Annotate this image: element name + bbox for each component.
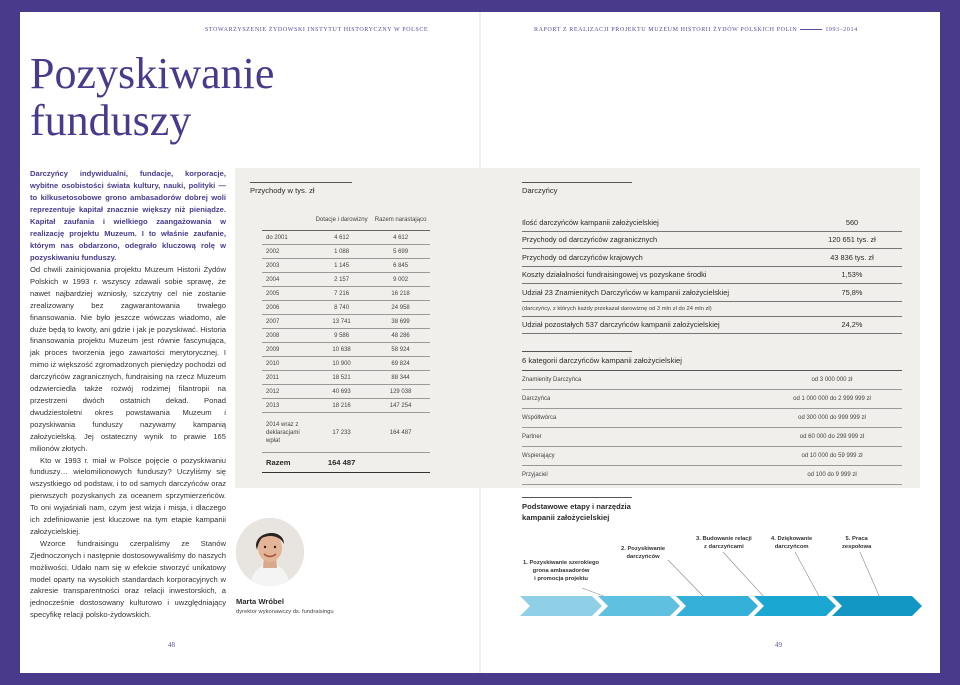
revenue-cell-year: 2005 xyxy=(262,287,312,301)
revenue-total-label: Razem xyxy=(262,453,312,473)
revenue-cell-dotacje: 10 638 xyxy=(312,343,371,357)
category-row xyxy=(522,390,902,409)
revenue-cell-year: 2003 xyxy=(262,259,312,273)
category-range: od 10 000 do 59 999 zł xyxy=(801,453,863,459)
revenue-row xyxy=(262,315,430,329)
portrait-image xyxy=(236,518,304,586)
page-number-left: 48 xyxy=(168,641,175,649)
category-name: Wspierający xyxy=(522,453,555,459)
revenue-row xyxy=(262,287,430,301)
revenue-cell-year: 2002 xyxy=(262,245,312,259)
revenue-row xyxy=(262,301,430,315)
revenue-cell-year: 2013 xyxy=(262,399,312,413)
page-number-right: 49 xyxy=(775,641,782,649)
category-row xyxy=(522,409,902,428)
categories-list xyxy=(522,370,902,485)
stage-label-line: zespołowa xyxy=(842,544,872,550)
category-name: Współtwórca xyxy=(522,415,557,421)
running-head-right xyxy=(534,27,858,33)
stat-label: Koszty działalności fundraisingowej vs pozyskane środki xyxy=(522,270,707,280)
stat-note: (darczyńcy, z których każdy przekazał darowiznę od 3 mln zł do 24 mln zł) xyxy=(522,302,902,317)
category-name: Darczyńca xyxy=(522,396,551,402)
stage-label-line: darczyńcom xyxy=(774,544,809,550)
stat-row xyxy=(522,317,902,335)
stat-label: Przychody od darczyńców zagranicznych xyxy=(522,235,658,245)
category-name: Przyjaciel xyxy=(522,472,548,478)
page-title-line1: Pozyskiwanie xyxy=(30,49,275,98)
person-photo xyxy=(236,518,304,586)
revenue-cell-year: 2014 wraz z deklaracjami wpłat xyxy=(262,413,312,453)
revenue-cell-dotacje: 1 088 xyxy=(312,245,371,259)
donor-stats xyxy=(522,214,902,334)
stage-arrow-1 xyxy=(520,596,602,616)
revenue-row xyxy=(262,245,430,259)
col-razem-header: Razem narastająco xyxy=(371,214,430,231)
category-row xyxy=(522,371,902,390)
category-range: od 60 000 do 299 999 zł xyxy=(799,434,865,440)
revenue-title: Przychody w tys. zł xyxy=(250,186,315,195)
category-range: od 100 do 9 999 zł xyxy=(807,472,857,478)
revenue-cell-razem: 24 958 xyxy=(371,301,430,315)
revenue-row xyxy=(262,259,430,273)
revenue-row xyxy=(262,343,430,357)
body-text xyxy=(30,264,226,621)
revenue-cell-dotacje: 17 233 xyxy=(312,413,371,453)
revenue-table xyxy=(262,214,430,473)
body-paragraph: Od chwili zainicjowania projektu Muzeum Historii Żydów Polskich w 1993 r. wszyscy zdawali sobie sprawę, że nawet najbardziej wzniosły, szczytny cel nie zostanie zrealizowany bez zagwarantowania trwałego finansowania. Nie było jeszcze wówczas wiadomo, ale duże będą to kwoty, ani gdzie i jak je pozyskiwać. Historia finansowania projektu Muzeum jest równie fascynująca, jak proces tworzenia jego zawartości merytorycznej. I mimo iż większość zgromadzonych pieniędzy pochodzi od darczyńców zagranicznych, fundraising na rzecz Muzeum odzwierciedla także rozwój rodzimej filantropii na przestrzeni dwóch ostatnich dekad. Ponad dwudziestoletni okres powstawania Muzeum i pozyskiwania funduszy nazywamy kampanią założycielską. Jej ostateczny wynik to prawie 165 milionów złotych. xyxy=(30,265,226,453)
stages-title: Podstawowe etapy i narzędzia kampanii założycielskiej xyxy=(522,502,631,522)
stage-label-line: i promocja projektu xyxy=(534,576,588,582)
stage-arrow-2 xyxy=(598,596,680,616)
stat-label: Udział pozostałych 537 darczyńców kampanii założycielskiej xyxy=(522,320,720,330)
stage-arrow-4 xyxy=(754,596,836,616)
person-name: Marta Wróbel xyxy=(236,597,284,606)
col-dotacje-header: Dotacje i darowizny xyxy=(312,214,371,231)
revenue-cell-dotacje: 18 521 xyxy=(312,371,371,385)
lead-paragraph: Darczyńcy indywidualni, fundacje, korporacje, wybitne osobistości świata kultury, nauki, polityki — to kilkusetosobowe grono ambasadorów dobrej woli reprezentuje kapitał znacznie większy niż pieniądze. Kapitał zaufania i wielkiego zaangażowania w realizację projektu Muzeum. I to właśnie zaufanie, którym nas obdarzono, odegrało kluczową rolę w pozyskiwaniu funduszy. xyxy=(30,169,226,262)
donors-title-rule xyxy=(522,182,632,183)
page-title-line2: funduszy xyxy=(30,96,192,145)
revenue-row xyxy=(262,273,430,287)
stage-connector-2 xyxy=(668,560,705,598)
revenue-cell-razem: 38 699 xyxy=(371,315,430,329)
category-range: od 1 000 000 do 2 999 999 zł xyxy=(793,396,871,402)
revenue-cell-dotacje: 13 741 xyxy=(312,315,371,329)
revenue-cell-razem: 4 612 xyxy=(371,231,430,245)
revenue-cell-year: 2004 xyxy=(262,273,312,287)
revenue-cell-dotacje: 10 900 xyxy=(312,357,371,371)
person-role: dyrektor wykonawczy ds. fundraisingu xyxy=(236,609,334,615)
category-row xyxy=(522,466,902,485)
revenue-cell-year: do 2001 xyxy=(262,231,312,245)
revenue-row xyxy=(262,371,430,385)
revenue-table-header xyxy=(262,214,430,231)
revenue-cell-dotacje: 7 216 xyxy=(312,287,371,301)
stage-arrow-3 xyxy=(676,596,758,616)
revenue-cell-year: 2006 xyxy=(262,301,312,315)
stat-value: 75,8% xyxy=(841,287,863,297)
category-row xyxy=(522,447,902,466)
revenue-total-row xyxy=(262,453,430,473)
stat-label: Udział 23 Znamienitych Darczyńców w kampanii założycielskiej xyxy=(522,287,730,297)
stat-row xyxy=(522,267,902,285)
revenue-cell-dotacje: 1 145 xyxy=(312,259,371,273)
revenue-cell-dotacje: 18 216 xyxy=(312,399,371,413)
category-row xyxy=(522,428,902,447)
revenue-cell-razem: 69 824 xyxy=(371,357,430,371)
stat-label: Ilość darczyńców kampanii założycielskiej xyxy=(522,217,659,227)
categories-title-rule xyxy=(522,351,632,352)
stage-label-line: grona ambasadorów xyxy=(532,568,590,574)
donors-title: Darczyńcy xyxy=(522,186,558,195)
categories-title: 6 kategorii darczyńców kampanii założycielskiej xyxy=(522,356,682,365)
stat-row xyxy=(522,284,902,302)
category-name: Partner xyxy=(522,434,542,440)
revenue-cell-dotacje: 8 740 xyxy=(312,301,371,315)
running-head-left: STOWARZYSZENIE ŻYDOWSKI INSTYTUT HISTORYCZNY W POLSCE xyxy=(205,27,429,33)
stage-arrow-5 xyxy=(832,596,922,616)
category-range: od 300 000 do 999 999 zł xyxy=(798,415,866,421)
revenue-cell-razem: 164 487 xyxy=(371,413,430,453)
revenue-title-rule xyxy=(250,182,352,183)
revenue-cell-year: 2011 xyxy=(262,371,312,385)
revenue-row xyxy=(262,399,430,413)
revenue-row xyxy=(262,385,430,399)
revenue-row xyxy=(262,357,430,371)
stage-connector-4 xyxy=(795,552,820,598)
revenue-cell-razem: 9 002 xyxy=(371,273,430,287)
stat-value: 43 836 tys. zł xyxy=(830,252,874,262)
stat-value: 1,53% xyxy=(841,270,863,280)
body-paragraph: Wzorce fundraisingu czerpaliśmy ze Stanów Zjednoczonych i następnie dostosowywaliśmy do naszych możliwości. Udało nam się w efekcie stworzyć unikatowy model oparty na wysokich standardach korporacyjnych w zakresie transparentności oraz relacji inwestorskich, a jednocześnie dostosowany kulturowo i uwzględniający specyfikę relacji polsko-żydowskich. xyxy=(30,538,226,620)
revenue-total-empty xyxy=(371,453,430,473)
revenue-cell-year: 2009 xyxy=(262,343,312,357)
stage-label-line: 2. Pozyskiwanie xyxy=(621,546,666,552)
revenue-cell-razem: 48 286 xyxy=(371,329,430,343)
revenue-cell-razem: 129 038 xyxy=(371,385,430,399)
stage-label-line: 5. Praca xyxy=(845,536,868,542)
col-year-header xyxy=(262,214,312,231)
revenue-cell-year: 2010 xyxy=(262,357,312,371)
stage-connector-5 xyxy=(860,552,880,598)
running-head-years: 1993–2014 xyxy=(825,27,858,33)
revenue-cell-dotacje: 9 586 xyxy=(312,329,371,343)
body-paragraph: Kto w 1993 r. miał w Polsce pojęcie o pozyskiwaniu funduszy… wielomilionowych funduszy? Uczyliśmy się wszystkiego od podstaw, i to od samych darczyńców oraz pierwszych pozyskanych za oceanem sprzymierzeńców. To oni wyjaśniali nam, czym jest wizja i misja, i dlaczego ich zdefiniowanie jest kluczowe na tym etapie kampanii założycielskiej. xyxy=(30,455,226,536)
revenue-cell-razem: 16 218 xyxy=(371,287,430,301)
stage-label-line: 4. Dziękowanie xyxy=(771,536,813,542)
stat-value: 24,2% xyxy=(841,320,863,330)
revenue-cell-razem: 6 845 xyxy=(371,259,430,273)
revenue-cell-razem: 88 344 xyxy=(371,371,430,385)
stage-connector-3 xyxy=(723,552,765,598)
stat-row xyxy=(522,232,902,250)
stage-label-line: 3. Budowanie relacji xyxy=(696,536,752,542)
revenue-cell-razem: 147 254 xyxy=(371,399,430,413)
revenue-row xyxy=(262,231,430,245)
revenue-cell-year: 2008 xyxy=(262,329,312,343)
stat-label: Przychody od darczyńców krajowych xyxy=(522,252,643,262)
page-title xyxy=(30,50,274,144)
stages-arrow-diagram xyxy=(520,530,925,620)
running-head-dash xyxy=(800,29,822,30)
revenue-cell-dotacje: 40 693 xyxy=(312,385,371,399)
running-head-report: RAPORT Z REALIZACJI PROJEKTU MUZEUM HISTORII ŻYDÓW POLSKICH POLIN xyxy=(534,27,798,33)
stage-label-line: z darczyńcami xyxy=(704,544,744,550)
category-name: Znamienity Darczyńca xyxy=(522,377,582,383)
stat-value: 560 xyxy=(845,217,859,227)
revenue-cell-year: 2007 xyxy=(262,315,312,329)
revenue-row xyxy=(262,329,430,343)
revenue-table-body xyxy=(262,231,430,473)
stage-arrows xyxy=(520,596,922,616)
stage-label-line: 1. Pozyskiwanie szerokiego xyxy=(523,560,600,566)
stat-row xyxy=(522,214,902,232)
revenue-cell-dotacje: 4 612 xyxy=(312,231,371,245)
stat-value: 120 651 tys. zł xyxy=(828,235,876,245)
revenue-total-value: 164 487 xyxy=(312,453,371,473)
revenue-cell-dotacje: 2 157 xyxy=(312,273,371,287)
revenue-cell-year: 2012 xyxy=(262,385,312,399)
stages-title-rule xyxy=(522,497,632,498)
stage-label-line: darczyńców xyxy=(626,554,660,560)
revenue-row xyxy=(262,413,430,453)
stat-row xyxy=(522,249,902,267)
revenue-cell-razem: 5 699 xyxy=(371,245,430,259)
category-range: od 3 000 000 zł xyxy=(811,377,853,383)
revenue-cell-razem: 58 924 xyxy=(371,343,430,357)
